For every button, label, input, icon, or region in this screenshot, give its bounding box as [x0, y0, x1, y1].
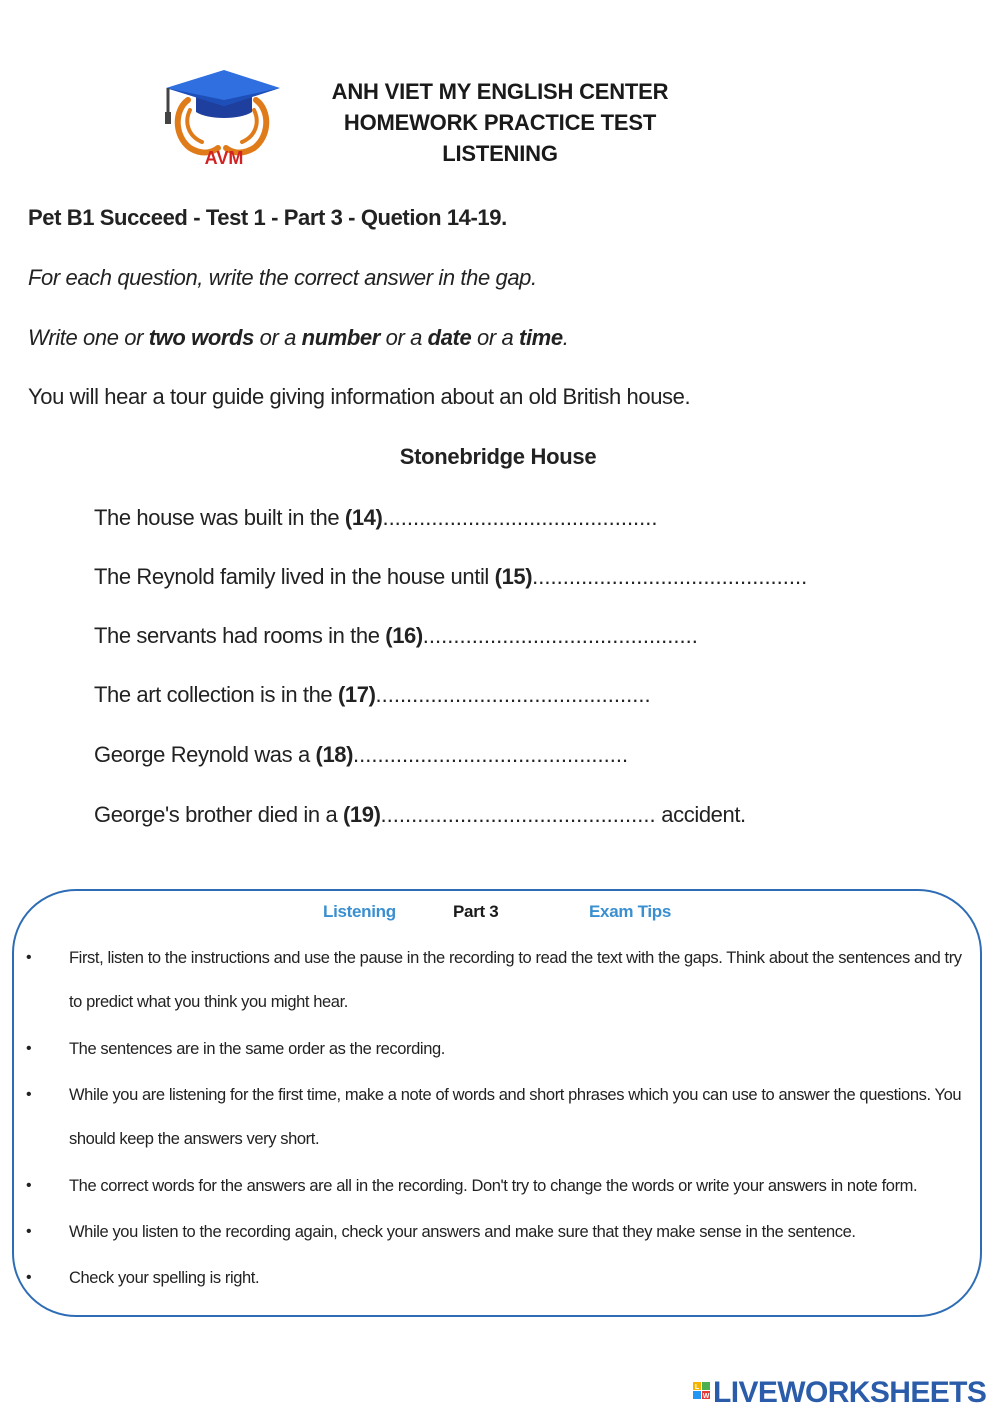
answer-gap-17[interactable]: ............................................. — [375, 682, 651, 707]
question-15: The Reynold family lived in the house until (15)............................................. — [94, 564, 808, 589]
bullet-icon: • — [26, 1177, 32, 1194]
tips-heading-exam-tips: Exam Tips — [589, 902, 672, 921]
tips-heading-part: Part 3 — [453, 902, 499, 921]
instruction-words: Write one or two words or a number or a date or a time. — [28, 325, 569, 350]
section-title: Stonebridge House — [399, 444, 597, 469]
skill-title: LISTENING — [442, 141, 558, 166]
question-16: The servants had rooms in the (16)............................................. — [94, 623, 698, 648]
tip-item: While you are listening for the first time, make a note of words and short phrases which you can use to answer the questions. You should keep the answers very short. — [69, 1086, 962, 1148]
bullet-icon: • — [26, 1040, 32, 1057]
tip-item: The correct words for the answers are all in the recording. Don't try to change the words or write your answers in note form. — [69, 1177, 918, 1195]
question-14: The house was built in the (14)............................................. — [94, 505, 658, 530]
test-title: Pet B1 Succeed - Test 1 - Part 3 - Quetion 14-19. — [28, 205, 507, 230]
tip-item: First, listen to the instructions and use the pause in the recording to read the text with the gaps. Think about the sentences and try to predict what you think you might hear. — [69, 949, 962, 1011]
instruction-gap: For each question, write the correct answer in the gap. — [28, 265, 537, 290]
tip-item: Check your spelling is right. — [69, 1269, 260, 1287]
answer-gap-18[interactable]: ............................................. — [353, 742, 629, 767]
context-text: You will hear a tour guide giving information about an old British house. — [28, 384, 691, 409]
logo-text: AVM — [204, 148, 244, 168]
bullet-icon: • — [26, 1269, 32, 1286]
tips-heading-listening: Listening — [323, 902, 396, 921]
liveworksheets-wordmark: LIVEWORKSHEETS — [713, 1376, 987, 1408]
bullet-icon: • — [26, 1223, 32, 1240]
svg-text:L: L — [694, 1384, 700, 1391]
liveworksheets-icon — [693, 1382, 710, 1400]
school-name: ANH VIET MY ENGLISH CENTER — [331, 79, 669, 104]
tip-item: While you listen to the recording again, check your answers and make sure that they make sense in the sentence. — [69, 1223, 856, 1241]
answer-gap-19[interactable]: ............................................. — [380, 802, 656, 827]
liveworksheets-logo[interactable] — [693, 1374, 991, 1408]
svg-text:W: W — [702, 1393, 710, 1400]
bullet-icon: • — [26, 1086, 32, 1103]
avm-logo — [160, 66, 284, 170]
question-17: The art collection is in the (17)............................................. — [94, 682, 651, 707]
test-type: HOMEWORK PRACTICE TEST — [343, 110, 657, 135]
question-19: George's brother died in a (19)............................................. accident. — [94, 802, 746, 827]
tip-item: The sentences are in the same order as the recording. — [69, 1040, 445, 1058]
bullet-icon: • — [26, 949, 32, 966]
question-18: George Reynold was a (18)............................................. — [94, 742, 629, 767]
answer-gap-15[interactable]: ............................................. — [532, 564, 808, 589]
answer-gap-14[interactable]: ............................................. — [382, 505, 658, 530]
answer-gap-16[interactable]: ............................................. — [422, 623, 698, 648]
